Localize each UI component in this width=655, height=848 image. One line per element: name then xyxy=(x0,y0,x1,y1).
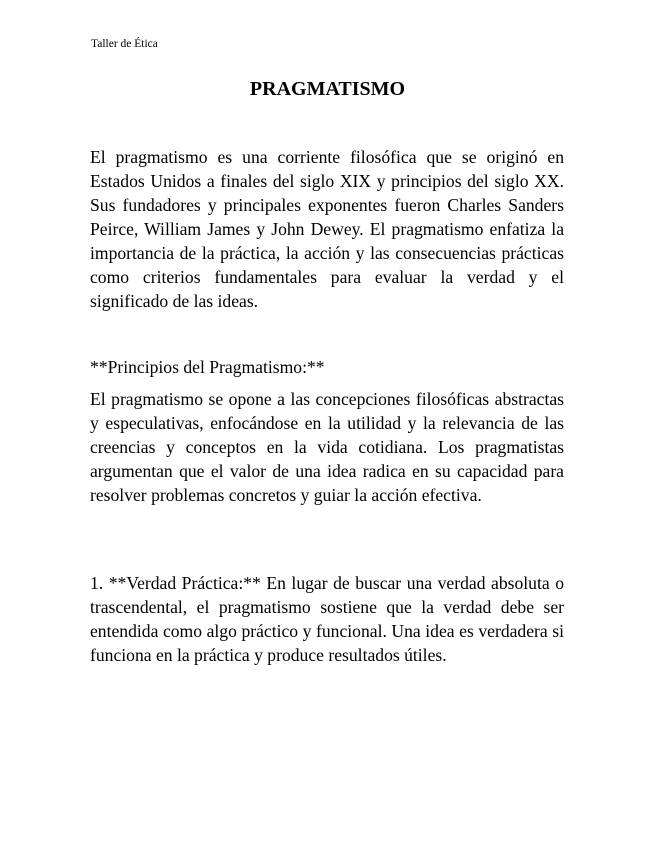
intro-paragraph: El pragmatismo es una corriente filosófica que se originó en Estados Unidos a finales del siglo XIX y principios del siglo XX. Sus fundadores y principales exponentes fueron Charles Sanders Peirce, William James y John Dewey. El pragmatismo enfatiza la importancia de la práctica, la acción y las consecuencias prácticas como criterios fundamentales para evaluar la verdad y el significado de las ideas. xyxy=(90,147,564,311)
page-title: PRAGMATISMO xyxy=(249,78,406,100)
principles-heading: **Principios del Pragmatismo:** xyxy=(90,357,325,377)
practical-truth-paragraph: 1. **Verdad Práctica:** En lugar de buscar una verdad absoluta o trascendental, el pragmatismo sostiene que la verdad debe ser entendida como algo práctico y funcional. Una idea es verdadera si funciona en la práctica y produce resultados útiles. xyxy=(90,573,564,665)
principles-paragraph: El pragmatismo se opone a las concepciones filosóficas abstractas y especulativas, enfocándose en la utilidad y la relevancia de las creencias y conceptos en la vida cotidiana. Los pragmatistas argumentan que el valor de una idea radica en su capacidad para resolver problemas concretos y guiar la acción efectiva. xyxy=(90,389,564,505)
running-header: Taller de Ética xyxy=(91,38,158,50)
